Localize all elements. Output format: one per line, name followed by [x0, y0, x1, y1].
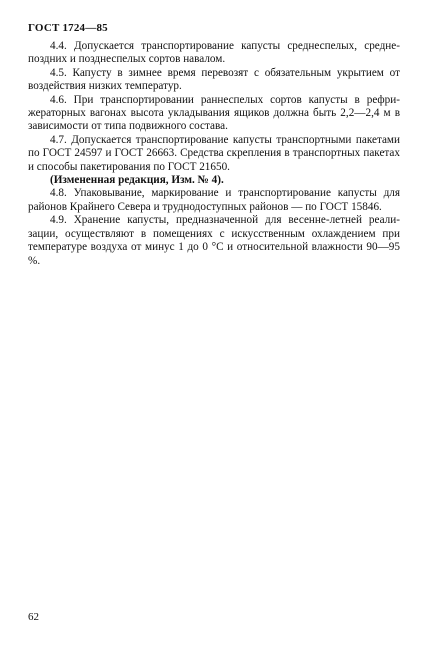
- paragraph-4-4: 4.4. Допускается транспортирование капусты среднеспелых, среднепоздних и позднеспелых сортов навалом.: [28, 40, 400, 66]
- paragraph-4-8: 4.8. Упаковывание, маркирование и транспортирование капусты для районов Крайнего Севера и труднодоступных районов — по ГОСТ 15846.: [28, 187, 400, 213]
- document-body: [28, 40, 400, 268]
- paragraph-4-6: 4.6. При транспортировании раннеспелых сортов капусты в рефрижераторных вагонах высота укладывания ящиков должна быть 2,2—2,4 м в зависимости от типа подвижного состава.: [28, 93, 400, 133]
- paragraph-4-9: 4.9. Хранение капусты, предназначенной для весенне-летней реализации, осуществляют в помещениях с искусственным охлаждением при температуре воздуха от минус 1 до 0 °С и относительной влажности 90—95 %.: [28, 214, 400, 267]
- page-number: 62: [28, 611, 39, 623]
- paragraph-4-5: 4.5. Капусту в зимнее время перевозят с обязательным укрытием от воздействия низких температур.: [28, 66, 400, 93]
- paragraph-4-7: 4.7. Допускается транспортирование капусты транспортными пакетами по ГОСТ 24597 и ГОСТ 26663. Средства скрепления в транспортных пакетах и способы пакетирования по ГОСТ 21650.: [28, 133, 400, 173]
- page-header: ГОСТ 1724—85: [28, 22, 108, 34]
- amendment-note: (Измененная редакция, Изм. № 4).: [50, 174, 224, 187]
